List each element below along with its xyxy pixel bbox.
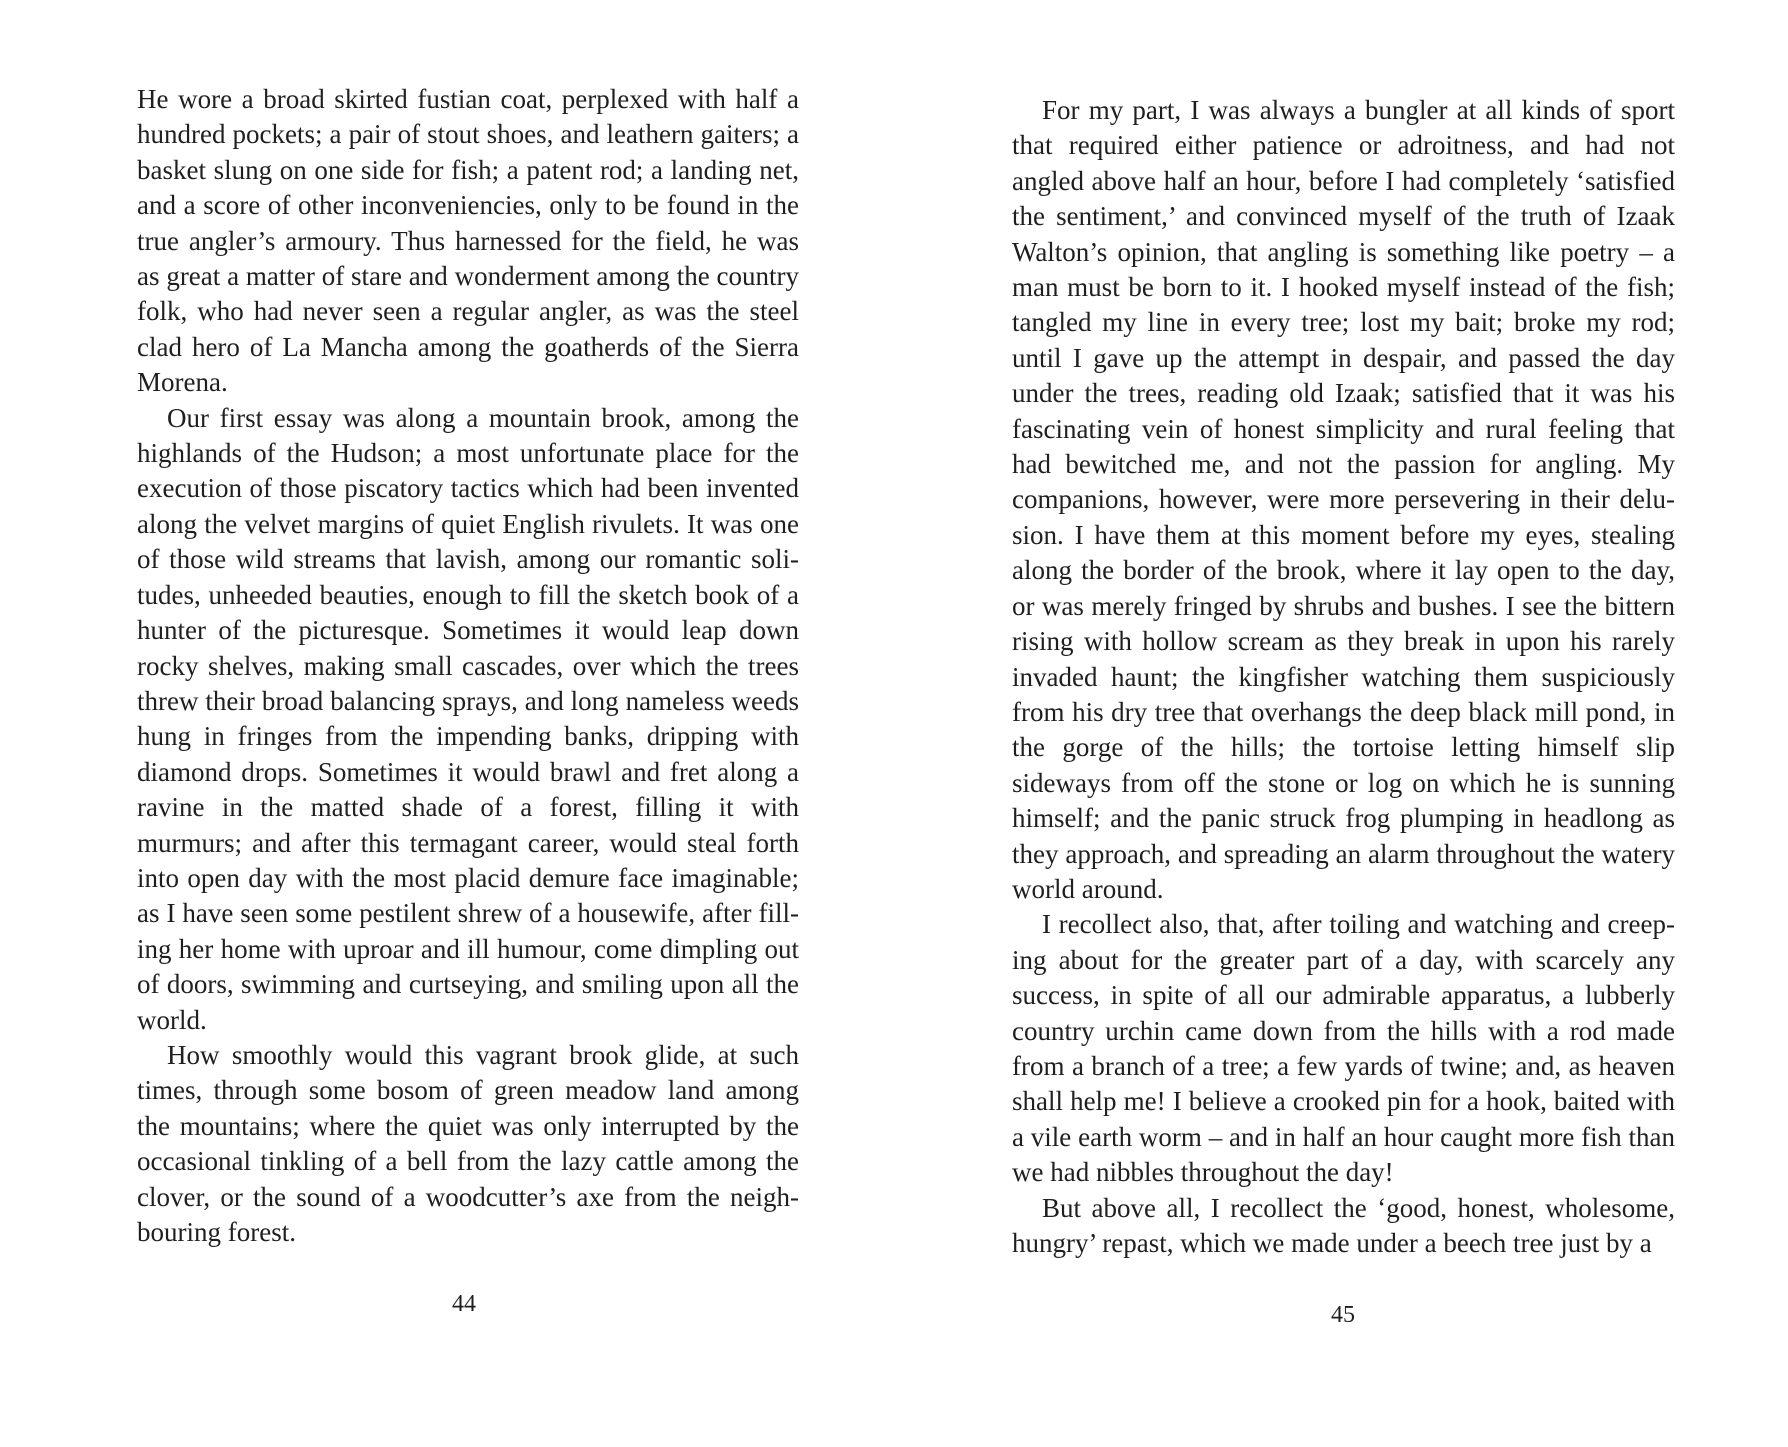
right-paragraph-2: I recollect also, that, after toiling and watching and creeping about for the greater part of a day, with scarcely any success, in spite of all our admirable apparatus, a lubberly country urchin came down from the hills with a rod made from a branch of a tree; a few yards of twine; and, as heaven shall help me! I believe a crooked pin for a hook, baited with a vile earth worm – and in half an hour caught more fish than we had nibbles throughout the day! — [1012, 909, 1675, 1188]
left-paragraph-1: He wore a broad skirted fustian coat, perplexed with half a hundred pockets; a pair of stout shoes, and leathern gaiters; a basket slung on one side for fish; a patent rod; a landing net, and a score of other inconveniencies, only to be found in the true angler’s armoury. Thus harnessed for the field, he was as great a matter of stare and wonderment among the country folk, who had never seen a regular angler, as was the steel clad hero of La Mancha among the goatherds of the Sierra Morena. — [137, 84, 799, 398]
right-paragraph-1: For my part, I was always a bungler at all kinds of sport that required either patience or adroitness, and had not angled above half an hour, before I had completely ‘satisfied the sentiment,’ and convinced myself of the truth of Izaak Walton’s opinion, that angling is something like poetry – a man must be born to it. I hooked myself instead of the fish; tangled my line in every tree; lost my bait; broke my rod; until I gave up the attempt in despair, and passed the day under the trees, reading old Izaak; satisfied that it was his fascinating vein of honest simplicity and rural feeling that had bewitched me, and not the passion for angling. My companions, however, were more persevering in their delusion. I have them at this moment before my eyes, stealing along the border of the brook, where it lay open to the day, or was merely fringed by shrubs and bushes. I see the bittern rising with hollow scream as they break in upon his rarely invaded haunt; the kingfisher watching them suspiciously from his dry tree that overhangs the deep black mill pond, in the gorge of the hills; the tortoise letting himself slip sideways from off the stone or log on which he is sunning himself; and the panic struck frog plumping in headlong as they approach, and spreading an alarm throughout the watery world around. — [1012, 95, 1675, 904]
left-page-number: 44 — [452, 1291, 476, 1317]
right-page-number: 45 — [1331, 1302, 1355, 1328]
right-page — [894, 0, 1788, 1447]
left-page-text — [137, 82, 799, 1250]
right-page-text — [1012, 93, 1675, 1261]
right-paragraph-3: But above all, I recollect the ‘good, honest, wholesome, hungry’ repast, which we made under a beech tree just by a — [1012, 1192, 1675, 1258]
left-paragraph-2: Our first essay was along a mountain brook, among the highlands of the Hudson; a most unfortunate place for the execution of those piscatory tactics which had been invented along the velvet margins of quiet English rivulets. It was one of those wild streams that lavish, among our romantic solitudes, unheeded beauties, enough to fill the sketch book of a hunter of the picturesque. Sometimes it would leap down rocky shelves, making small cascades, over which the trees threw their broad balancing sprays, and long nameless weeds hung in fringes from the impending banks, dripping with diamond drops. Sometimes it would brawl and fret along a ravine in the matted shade of a forest, filling it with murmurs; and after this termagant career, would steal forth into open day with the most placid demure face imaginable; as I have seen some pestilent shrew of a housewife, after filling her home with uproar and ill humour, come dimpling out of doors, swimming and curtseying, and smiling upon all the world. — [137, 402, 799, 1035]
left-paragraph-3: How smoothly would this vagrant brook glide, at such times, through some bosom of green meadow land among the mountains; where the quiet was only interrupted by the occasional tinkling of a bell from the lazy cattle among the clover, or the sound of a woodcutter’s axe from the neighbouring forest. — [137, 1039, 799, 1247]
